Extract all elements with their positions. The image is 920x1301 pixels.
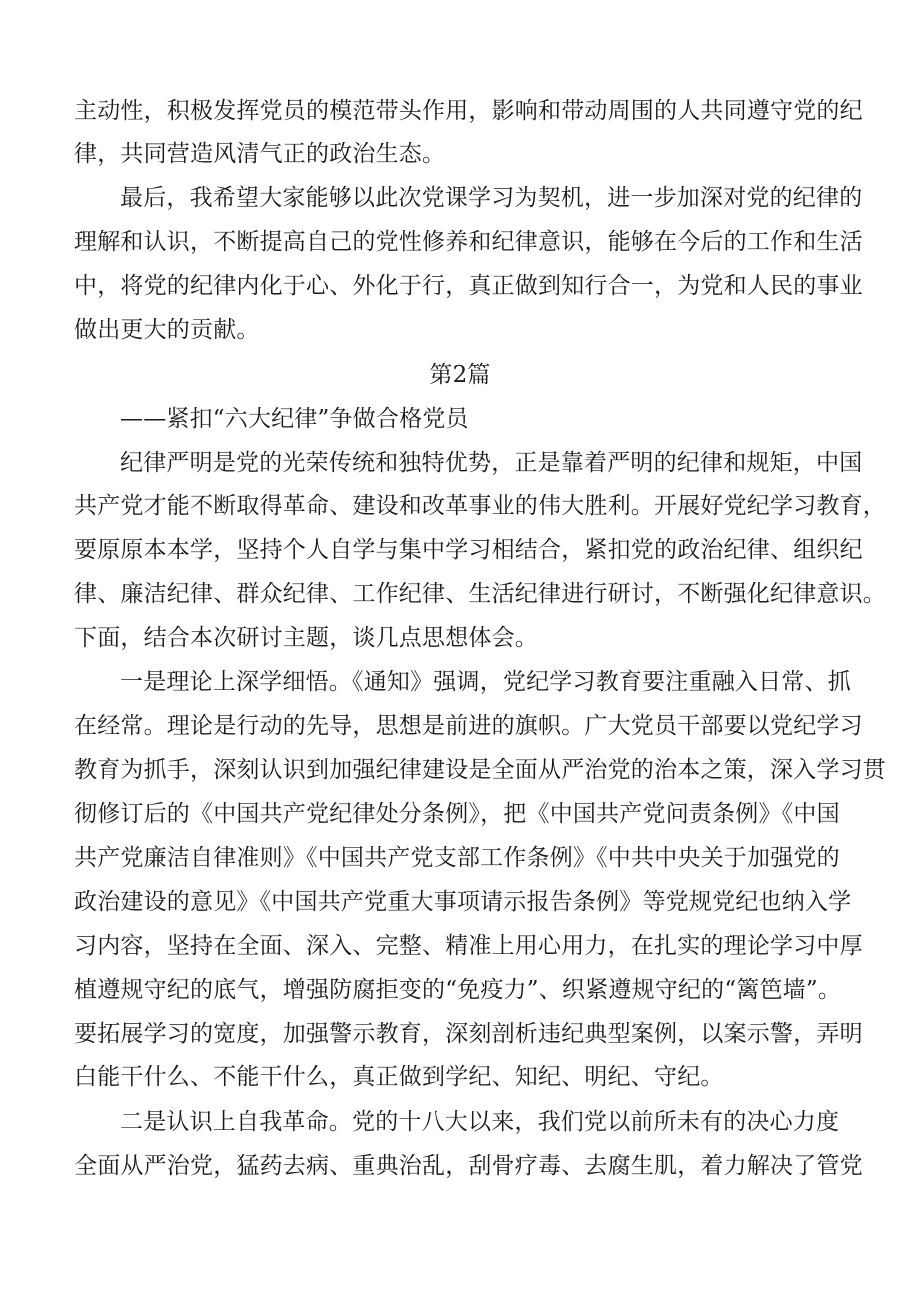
text-line: 要拓展学习的宽度，加强警示教育，深刻剖析违纪典型案例，以案示警，弄明 (74, 1021, 863, 1047)
text-line: 共产党才能不断取得革命、建设和改革事业的伟大胜利。开展好党纪学习教育， (74, 493, 886, 519)
text-line: 做出更大的贡献。 (74, 317, 260, 343)
section-heading: 第2篇 (429, 362, 491, 388)
text-line: 二是认识上自我革命。党的十八大以来，我们党以前所未有的决心力度 (120, 1109, 840, 1135)
text-line: 一是理论上深学细悟。《通知》强调，党纪学习教育要注重融入日常、抓 (120, 669, 851, 695)
text-line: 中，将党的纪律内化于心、外化于行，真正做到知行合一，为党和人民的事业 (74, 273, 863, 299)
text-line: 在经常。理论是行动的先导，思想是前进的旗帜。广大党员干部要以党纪学习 (74, 713, 863, 739)
text-line: 白能干什么、不能干什么，真正做到学纪、知纪、明纪、守纪。 (74, 1064, 724, 1090)
text-line: 共产党廉洁自律准则》《中国共产党支部工作条例》《中共中央关于加强党的 (74, 845, 840, 871)
text-line: 政治建设的意见》《中国共产党重大事项请示报告条例》等党规党纪也纳入学 (74, 889, 852, 915)
text-line: 彻修订后的《中国共产党纪律处分条例》，把《中国共产党问责条例》《中国 (74, 801, 840, 827)
text-line: 律，共同营造风清气正的政治生态。 (74, 141, 446, 167)
subtitle: ——紧扣“六大纪律”争做合格党员 (120, 406, 469, 432)
text-line: 理解和认识，不断提高自己的党性修养和纪律意识，能够在今后的工作和生活 (74, 229, 863, 255)
text-line: 最后，我希望大家能够以此次党课学习为契机，进一步加深对党的纪律的 (120, 185, 863, 211)
text-line: 全面从严治党，猛药去病、重典治乱，刮骨疗毒、去腐生肌，着力解决了管党 (74, 1153, 863, 1179)
text-line: 纪律严明是党的光荣传统和独特优势，正是靠着严明的纪律和规矩，中国 (120, 450, 863, 476)
text-line: 教育为抓手，深刻认识到加强纪律建设是全面从严治党的治本之策，深入学习贯 (74, 757, 886, 783)
text-line: 律、廉洁纪律、群众纪律、工作纪律、生活纪律进行研讨，不断强化纪律意识。 (74, 581, 886, 607)
text-line: 下面，结合本次研讨主题，谈几点思想体会。 (74, 625, 538, 651)
text-line: 习内容，坚持在全面、深入、完整、精准上用心用力，在扎实的理论学习中厚 (74, 933, 863, 959)
text-line: 植遵规守纪的底气，增强防腐拒变的“免疫力”、织紧遵规守纪的“篱笆墙”。 (74, 977, 842, 1003)
text-line: 主动性，积极发挥党员的模范带头作用，影响和带动周围的人共同遵守党的纪 (74, 98, 863, 124)
text-line: 要原原本本学，坚持个人自学与集中学习相结合，紧扣党的政治纪律、组织纪 (74, 537, 863, 563)
